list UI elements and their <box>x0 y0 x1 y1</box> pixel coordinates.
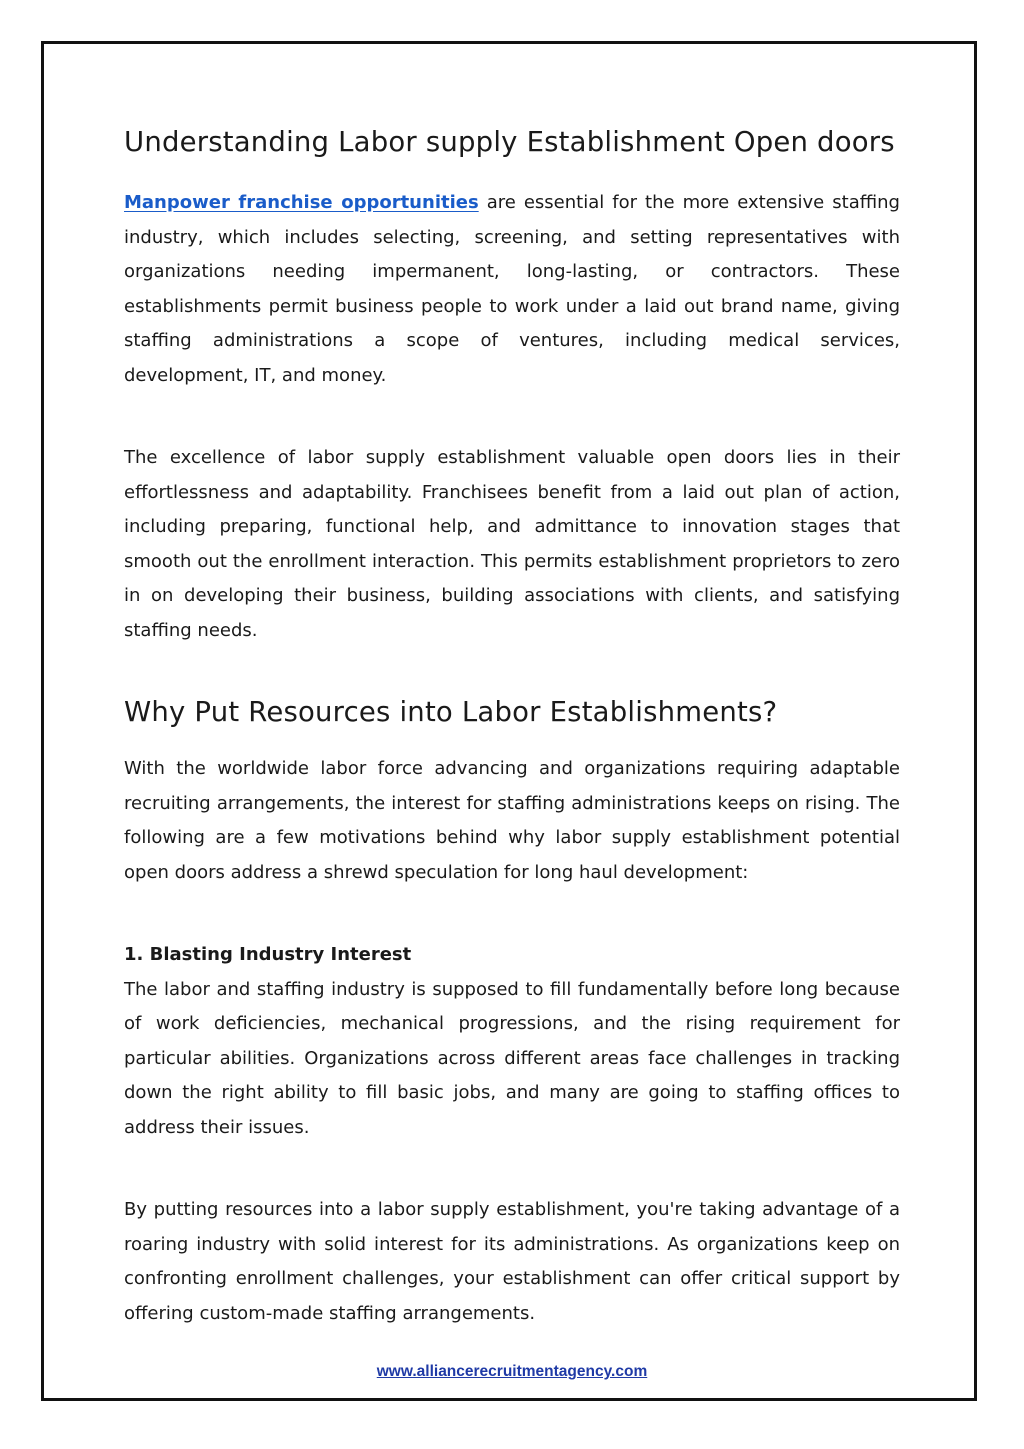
section-heading-why-invest: Why Put Resources into Labor Establishments? <box>124 696 778 728</box>
document-body <box>124 120 900 1331</box>
paragraph-gap <box>124 1145 900 1193</box>
manpower-franchise-link[interactable]: Manpower franchise opportunities <box>124 192 479 213</box>
paragraph-gap <box>124 890 900 938</box>
motivation-paragraph: With the worldwide labor force advancing and organizations requiring adaptable recruiting arrangements, the interest for staffing administrations keeps on rising. The following are a few motivations behind why labor supply establishment potential open doors address a shrewd speculation for long haul development: <box>124 758 900 883</box>
subheading-blasting-industry: 1. Blasting Industry Interest <box>124 944 412 965</box>
intro-paragraph <box>124 186 900 393</box>
section-heading-understanding: Understanding Labor supply Establishment Open doors <box>124 126 895 158</box>
industry-paragraph: The labor and staffing industry is supposed to fill fundamentally before long because of work deficiencies, mechanical progressions, and the rising requirement for particular abilities. Organizations across different areas face challenges in tracking down the right ability to fill basic jobs, and many are going to staffing offices to address their issues. <box>124 978 900 1138</box>
intro-paragraph-text: are essential for the more extensive staffing industry, which includes selecting, screening, and setting representatives with organizations needing impermanent, long-lasting, or contractors. These establishments permit business people to work under a laid out brand name, giving staffing administrations a scope of ventures, including medical services, development, IT, and money. <box>124 192 900 386</box>
investment-paragraph: By putting resources into a labor supply establishment, you're taking advantage of a roaring industry with solid interest for its administrations. As organizations keep on confronting enrollment challenges, your establishment can offer critical support by offering custom-made staffing arrangements. <box>124 1199 900 1324</box>
excellence-paragraph: The excellence of labor supply establishment valuable open doors lies in their effortlessness and adaptability. Franchisees benefit from a laid out plan of action, including preparing, functional help, and admittance to innovation stages that smooth out the enrollment interaction. This permits establishment proprietors to zero in on developing their business, building associations with clients, and satisfying staffing needs. <box>124 447 900 641</box>
footer-website-link[interactable]: www.alliancerecruitmentagency.com <box>376 1363 648 1380</box>
paragraph-gap <box>124 393 900 441</box>
